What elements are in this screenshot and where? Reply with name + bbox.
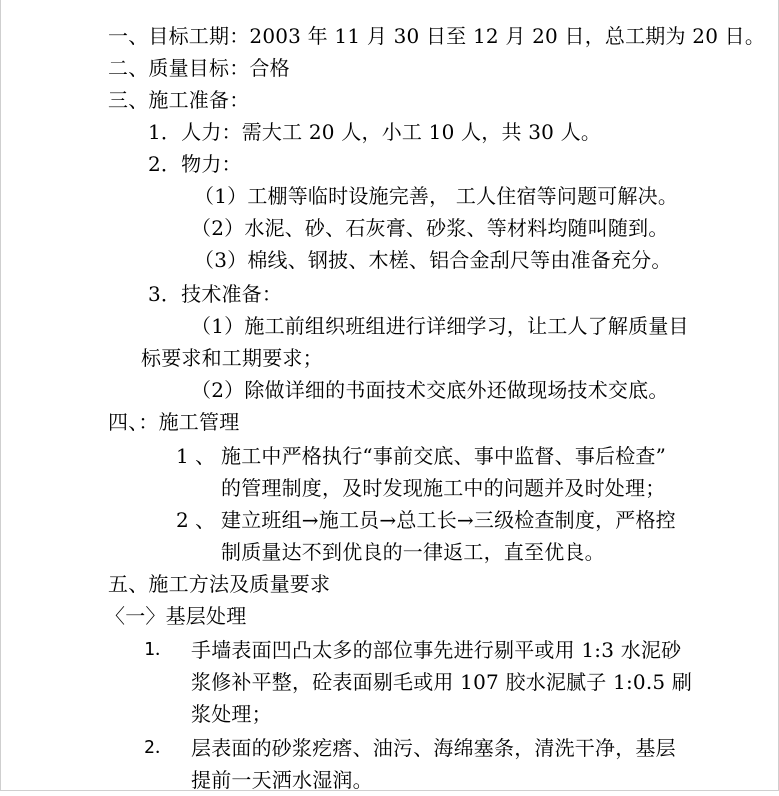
line-materials-heading: 2．物力： xyxy=(148,152,242,176)
line-management-item-1-cont: 的管理制度，及时发现施工中的问题并及时处理； xyxy=(221,476,666,500)
line-tech-prep-heading: 3．技术准备： xyxy=(148,282,283,306)
line-tech-prep-item-1: （1）施工前组织班组进行详细学习，让工人了解质量目 xyxy=(191,314,689,338)
line-base-item-2: 层表面的砂浆疙瘩、油污、海绵塞条，清洗干净，基层 xyxy=(191,736,676,760)
line-base-item-1: 手墙表面凹凸太多的部位事先进行剔平或用 1:3 水泥砂 xyxy=(191,638,682,662)
line-base-item-1-cont-2: 浆处理； xyxy=(191,702,272,726)
line-materials-item-3: （3）棉线、钢披、木槎、铝合金刮尺等由准备充分。 xyxy=(194,248,672,272)
line-materials-item-1: （1）工棚等临时设施完善， 工人住宿等问题可解决。 xyxy=(194,184,679,208)
marker-base-2: 2． xyxy=(144,737,173,758)
marker-management-1: 1 、 xyxy=(176,444,216,468)
line-management-item-2: 建立班组→施工员→总工长→三级检查制度，严格控 xyxy=(221,508,676,532)
line-construction-prep-heading: 三、施工准备： xyxy=(108,88,250,112)
marker-management-2: 2 、 xyxy=(176,508,216,532)
line-schedule-target: 一、目标工期：2003 年 11 月 30 日至 12 月 20 日，总工期为 20 日。 xyxy=(108,24,766,48)
line-management-item-2-cont: 制质量达不到优良的一律返工，直至优良。 xyxy=(221,540,605,564)
line-tech-prep-item-2: （2）除做详细的书面技术交底外还做现场技术交底。 xyxy=(191,378,669,402)
line-management-heading: 四、：施工管理 xyxy=(108,410,240,434)
line-base-item-1-cont: 浆修补平整，砼表面剔毛或用 107 胶水泥腻子 1:0.5 刷 xyxy=(191,670,693,694)
line-tech-prep-item-1-cont: 标要求和工期要求； xyxy=(141,346,323,370)
line-manpower: 1．人力：需大工 20 人，小工 10 人，共 30 人。 xyxy=(148,120,602,144)
line-quality-target: 二、质量目标：合格 xyxy=(108,56,290,80)
line-base-treatment-heading: 〈一〉基层处理 xyxy=(105,604,247,628)
line-management-item-1: 施工中严格执行“事前交底、事中监督、事后检查” xyxy=(221,444,667,468)
line-base-item-2-cont: 提前一天洒水湿润。 xyxy=(191,768,373,792)
marker-base-1: 1． xyxy=(144,639,173,660)
line-methods-heading: 五、施工方法及质量要求 xyxy=(108,572,331,596)
line-materials-item-2: （2）水泥、砂、石灰膏、砂浆、等材料均随叫随到。 xyxy=(191,216,669,240)
